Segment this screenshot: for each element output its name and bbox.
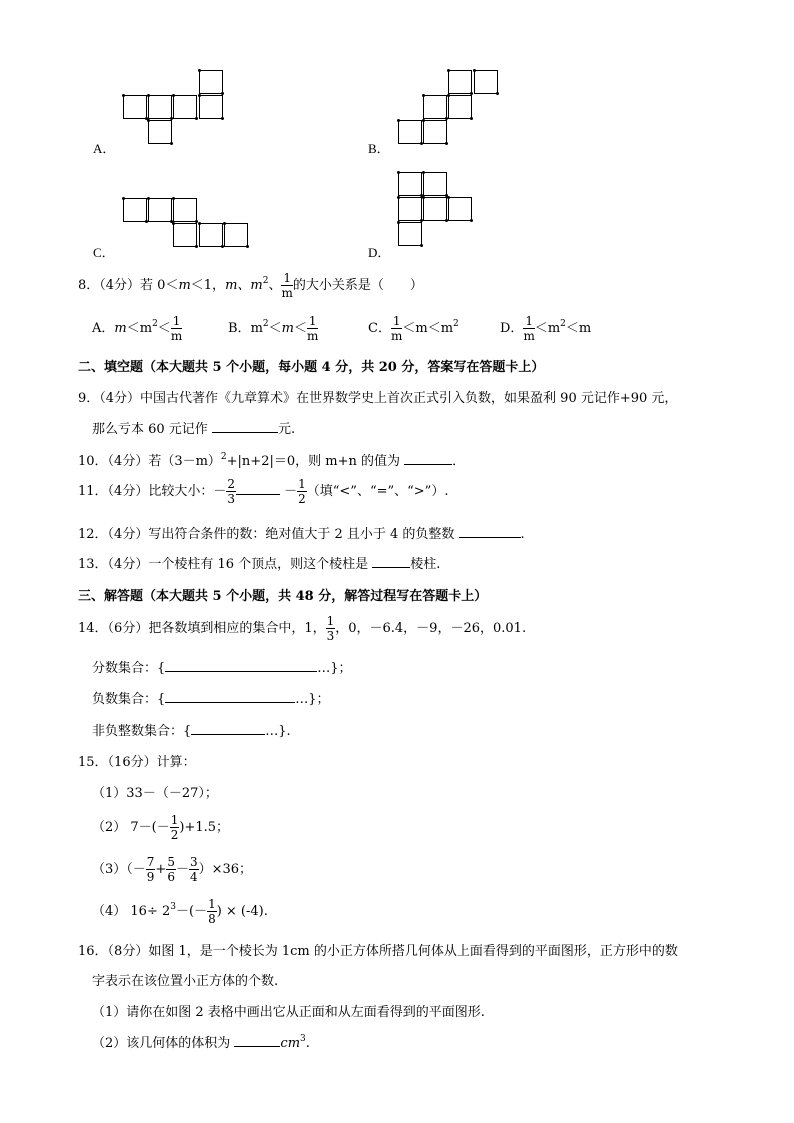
question-14-set-fractions: 分数集合：{ …}；	[92, 661, 352, 676]
question-9-line-1: 9．（4分）中国古代著作《九章算术》在世界数学史上首次正式引入负数，如果盈利 90 元记作+90 元，	[78, 391, 678, 406]
question-10: 10．（4分）若$(3-m)^2+|n+2|=0$，则 m+n 的值为 ．	[78, 452, 466, 469]
question-16-part-1: （1）请你在如图 2 表格中画出它从正面和从左面看得到的平面图形.	[92, 1005, 485, 1020]
question-12: 12．（4分）写出符合条件的数：绝对值大于 2 且小于 4 的负整数 .	[78, 527, 525, 542]
answer-blank-10[interactable]	[404, 464, 452, 465]
answer-blank-13[interactable]	[372, 567, 410, 568]
question-8-option-c[interactable]: C． $\frac{1}{m}$ $<m<m^2$	[368, 314, 459, 343]
answer-blank-14-fractions[interactable]	[165, 671, 317, 672]
question-8-option-d[interactable]: D． $\frac{1}{m}$ $<m^2<m$	[500, 314, 592, 343]
section-3-heading: 三、解答题（本大题共 5 个小题，共 48 分，解答过程写在答题卡上）	[78, 589, 488, 604]
question-13: 13．（4分）一个棱柱有 16 个顶点，则这个棱柱是 棱柱.	[78, 557, 441, 572]
question-15-part-2: （2） 7－(－ $\frac{1}{2}$ )+1.5；	[92, 813, 230, 842]
answer-blank-11[interactable]	[236, 494, 280, 495]
question-16-line-2: 字表示在该位置小正方体的个数.	[92, 974, 279, 989]
question-8-option-a[interactable]: A．$m<m^2<$ $\frac{1}{m}$	[92, 314, 183, 343]
question-14-set-negatives: 负数集合：{ …}；	[92, 692, 330, 707]
option-label-c: C．	[93, 245, 115, 260]
question-8-stem: 8．（4分）若 0＜m＜1，m、$m^2$、 $\frac{1}{m}$ 的大小关系是（ ）	[78, 271, 423, 300]
question-15-part-1: （1）33－（－27）；	[92, 786, 218, 801]
question-14-set-nonneg-integers: 非负整数集合：{ …}.	[92, 724, 291, 739]
option-label-a: A．	[93, 141, 116, 156]
question-11: 11．（4分）比较大小：－ $\frac{2}{3}$ － $\frac{1}{2}$ （填“<”、“=”、“>”）.	[78, 477, 449, 506]
answer-blank-9[interactable]	[212, 432, 278, 433]
question-8-option-b[interactable]: B．$m^2<m<$ $\frac{1}{m}$	[228, 314, 319, 343]
question-16-part-2: （2）该几何体的体积为 $cm^3$.	[92, 1034, 310, 1051]
question-9-line-2: 那么亏本 60 元记作 元.	[92, 422, 296, 437]
answer-blank-14-nonneg[interactable]	[191, 734, 265, 735]
question-16-line-1: 16．（8分）如图 1，是一个棱长为 1cm 的小正方体所搭几何体从上面看得到的平面图形，正方形中的数	[78, 944, 678, 959]
answer-blank-14-negatives[interactable]	[165, 702, 295, 703]
question-15-part-4: （4） $16\div 2^3-(-$ $\frac{1}{8}$ ) × (-4).	[92, 897, 268, 926]
question-14-stem: 14．（6分）把各数填到相应的集合中，1， $\frac{1}{3}$ ，0，－6.4，－9，－26，0.01.	[78, 614, 527, 643]
option-label-d: D．	[368, 245, 391, 260]
question-15-stem: 15．（16分）计算：	[78, 755, 196, 770]
answer-blank-12[interactable]	[459, 537, 521, 538]
answer-blank-16[interactable]	[234, 1046, 280, 1047]
section-2-heading: 二、填空题（本大题共 5 个小题，每小题 4 分，共 20 分，答案写在答题卡上）	[78, 360, 545, 375]
option-label-b: B．	[368, 141, 390, 156]
question-15-part-3: （3）（－ $\frac{7}{9}$ + $\frac{5}{6}$ － $\frac{3}{4}$ ）×36；	[92, 855, 253, 884]
